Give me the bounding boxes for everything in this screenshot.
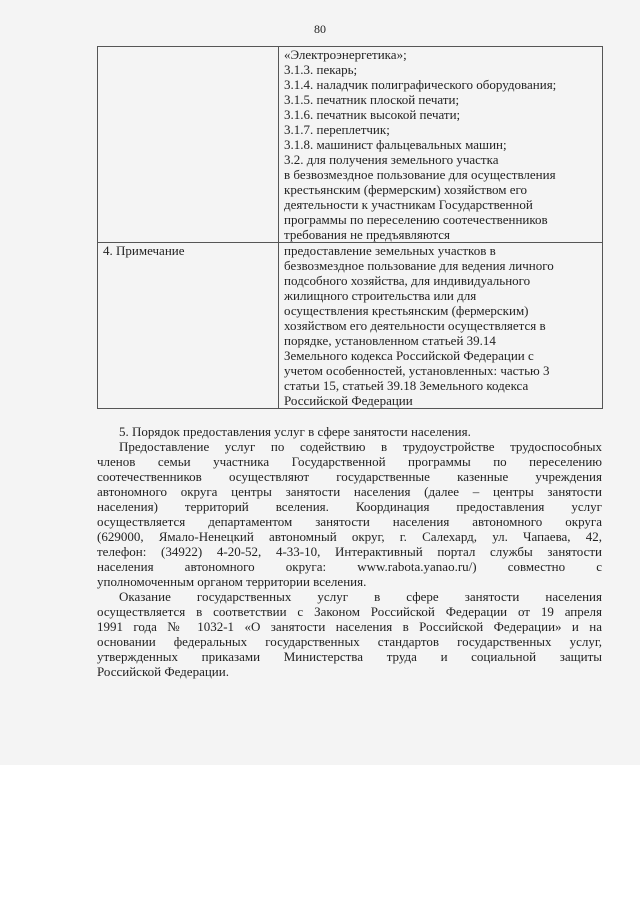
paragraph-line: соотечественников осуществляют государственные казенные учреждения xyxy=(97,469,602,484)
table-cell-left: 4. Примечание xyxy=(98,243,279,409)
paragraph-line: населения) территорий вселения. Координация предоставления услуг xyxy=(97,499,602,514)
cell-line: порядке, установленном статьей 39.14 xyxy=(284,333,496,348)
requirements-table xyxy=(97,46,603,409)
paragraph-line: (629000, Ямало-Ненецкий автономный округ, г. Салехард, ул. Чапаева, 42, xyxy=(97,529,602,544)
cell-line: требования не предъявляются xyxy=(284,227,451,242)
paragraph-line: осуществляется в соответствии с Законом Российской Федерации от 19 апреля xyxy=(97,604,602,619)
paragraph-line: осуществляется департаментом занятости населения автономного округа xyxy=(97,514,602,529)
cell-line: «Электроэнергетика»; xyxy=(284,47,407,62)
cell-line: Земельного кодекса Российской Федерации с xyxy=(284,348,534,363)
cell-line: 3.1.5. печатник плоской печати; xyxy=(284,92,460,107)
section-heading: 5. Порядок предоставления услуг в сфере занятости населения. xyxy=(119,424,471,439)
page-number: 80 xyxy=(314,22,326,36)
cell-line: Российской Федерации xyxy=(284,393,413,408)
paragraph-line: 1991 года № 1032-1 «О занятости населения в Российской Федерации» и на xyxy=(97,619,602,634)
paragraph-line: уполномоченным органом территории вселения. xyxy=(97,574,367,589)
cell-line: учетом особенностей, установленных: частью 3 xyxy=(284,363,550,378)
paragraph-line: Предоставление услуг по содействию в трудоустройстве трудоспособных xyxy=(119,439,602,454)
table-row xyxy=(98,47,603,243)
paragraph-line: основании федеральных государственных стандартов государственных услуг, xyxy=(97,634,602,649)
cell-line: предоставление земельных участков в xyxy=(284,243,496,258)
paragraph-line: Российской Федерации. xyxy=(97,664,229,679)
table-cell-right xyxy=(279,243,603,409)
paragraph-line: телефон: (34922) 4-20-52, 4-33-10, Интерактивный портал службы занятости xyxy=(97,544,602,559)
cell-line: подсобного хозяйства, для индивидуального xyxy=(284,273,531,288)
cell-line: деятельности к участникам Государственной xyxy=(284,197,533,212)
cell-line: 3.1.8. машинист фальцевальных машин; xyxy=(284,137,507,152)
paragraph xyxy=(97,589,602,679)
cell-line: 3.1.4. наладчик полиграфического оборудования; xyxy=(284,77,557,92)
cell-line: крестьянским (фермерским) хозяйством его xyxy=(284,182,528,197)
cell-line: программы по переселению соотечественников xyxy=(284,212,548,227)
paragraph-line: населения автономного округа: www.rabota.yanao.ru/) совместно с xyxy=(97,559,602,574)
table-cell-left xyxy=(98,47,279,243)
cell-line: осуществления крестьянским (фермерским) xyxy=(284,303,529,318)
cell-line: в безвозмездное пользование для осуществления xyxy=(284,167,556,182)
cell-line: 3.1.3. пекарь; xyxy=(284,62,358,77)
table-row xyxy=(98,243,603,409)
cell-line: статьи 15, статьей 39.18 Земельного кодекса xyxy=(284,378,529,393)
cell-line: жилищного строительства или для xyxy=(284,288,477,303)
paragraph-line: членов семьи участника Государственной программы по переселению xyxy=(97,454,602,469)
paragraph-line: Оказание государственных услуг в сфере занятости населения xyxy=(119,589,602,604)
cell-line: 3.2. для получения земельного участка xyxy=(284,152,499,167)
section-body xyxy=(97,424,602,679)
cell-line: безвозмездное пользование для ведения личного xyxy=(284,258,554,273)
paragraph-line: автономного округа центры занятости населения (далее – центры занятости xyxy=(97,484,602,499)
cell-line: 3.1.7. переплетчик; xyxy=(284,122,390,137)
cell-line: хозяйством его деятельности осуществляется в xyxy=(284,318,546,333)
table-cell-right xyxy=(279,47,603,243)
paragraph xyxy=(97,439,602,589)
cell-line: 3.1.6. печатник высокой печати; xyxy=(284,107,461,122)
paragraph-line: утвержденных приказами Министерства труда и социальной защиты xyxy=(97,649,602,664)
